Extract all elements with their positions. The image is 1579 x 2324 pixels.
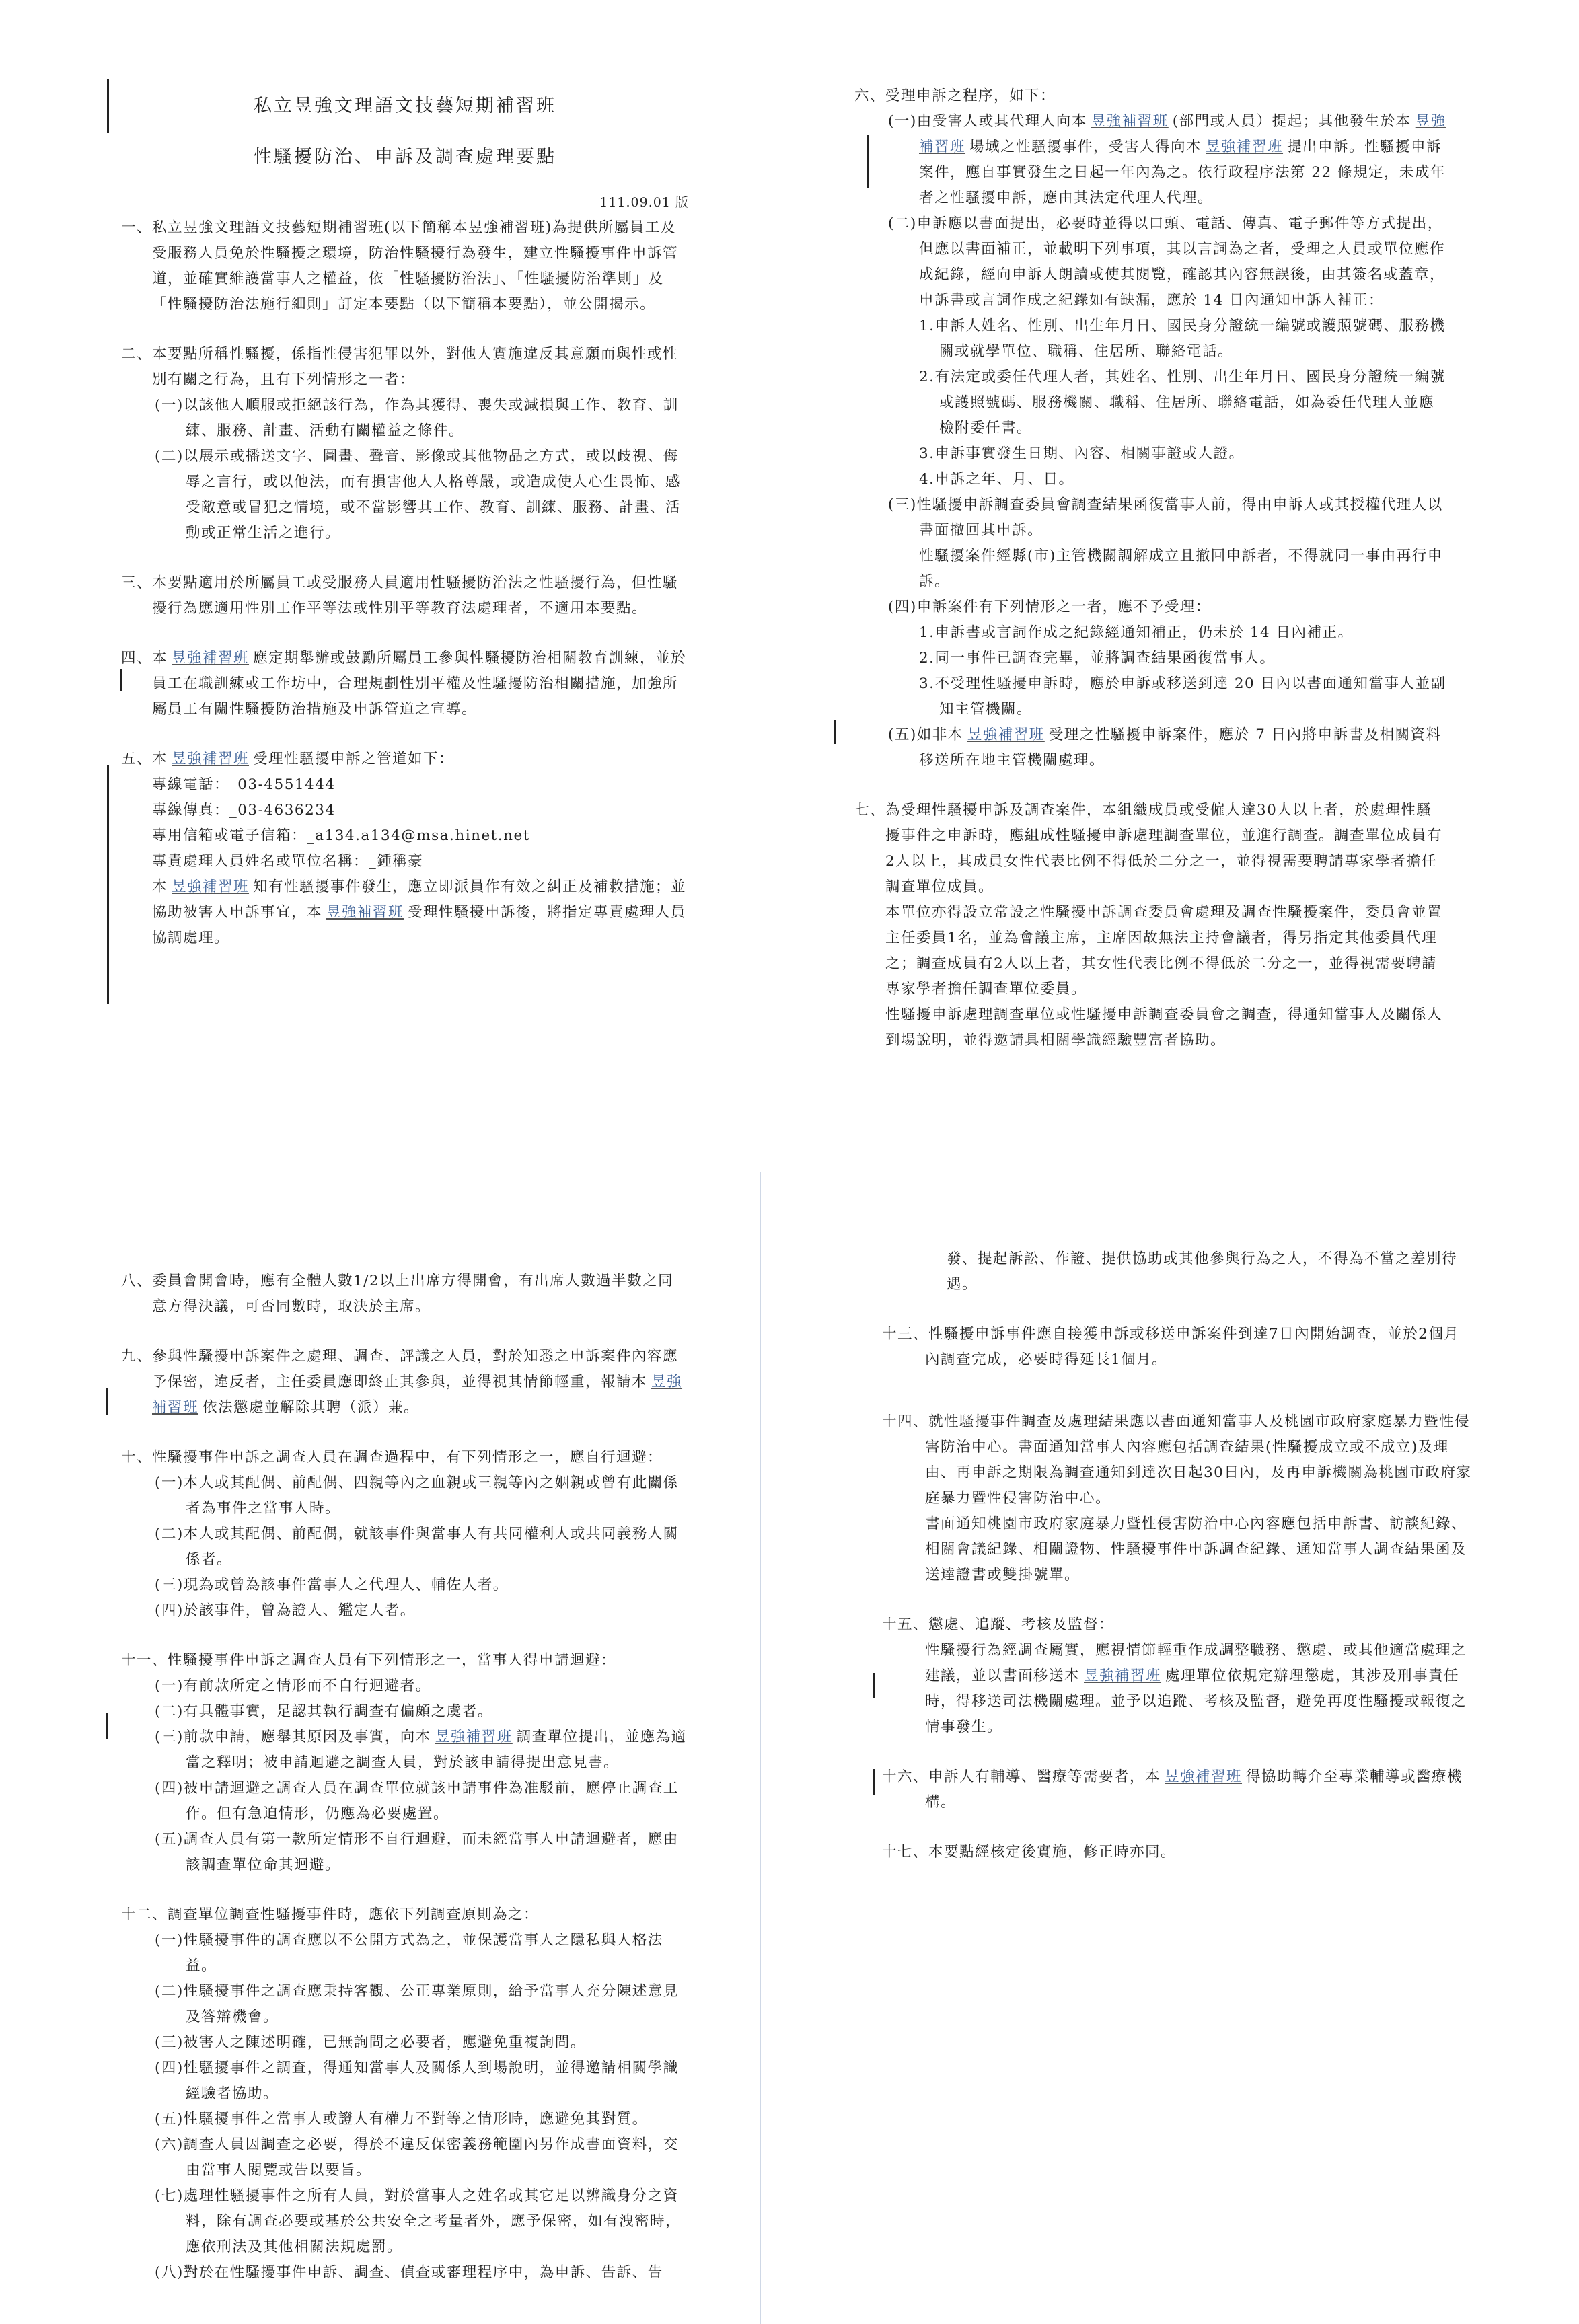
page-3 [101, 1244, 706, 2281]
section-16: 十六、申訴人有輔導、醫療等需要者，本 昱強補習班 得協助轉介至專業輔導或醫療機構。 [882, 1768, 1463, 1811]
section-12-item-8: (八)對於在性騷擾事件申訴、調查、偵查或審理程序中，為申訴、告訴、告 [155, 2264, 663, 2281]
section-13: 十三、性騷擾申訴事件應自接獲申訴或移送申訴案件到達7日內開始調查，並於2個月內調查完成，必要時得延長1個月。 [882, 1326, 1460, 1368]
section-6: 六、受理申訴之程序，如下： [854, 87, 1056, 104]
section-6-item-2: (二)申訴應以書面提出，必要時並得以口頭、電話、傳真、電子郵件等方式提出，但應以書面補正，並載明下列事項，其以言詞為之者，受理之人員或單位應作成紀錄，經向申訴人朗讀或使其閱覽，確認其內容無誤後，由其簽名或蓋章，申訴書或言詞作成之紀錄如有缺漏，應於 14 日內通知申訴人補正： [888, 215, 1446, 309]
school-name: 昱強補習班 [172, 650, 250, 667]
school-name: 昱強補習班 [967, 726, 1045, 743]
section-6-item-3-note: 性騷擾案件經縣(市)主管機關調解成立且撤回申訴者，不得就同一事由再行申訴。 [919, 548, 1443, 590]
section-10-item-1: (一)本人或其配偶、前配偶、四親等內之血親或三親等內之姻親或曾有此關係者為事件之當事人時。 [155, 1474, 679, 1517]
section-6-item-4: (四)申訴案件有下列情形之一者，應不予受理： [888, 599, 1211, 615]
revision-bar [873, 1673, 875, 1698]
section-10-item-3: (三)現為或曾為該事件當事人之代理人、輔佐人者。 [155, 1577, 509, 1594]
section-6-item-2-3: 3.申訴事實發生日期、內容、相關事證或人證。 [919, 445, 1245, 462]
school-name: 昱強補習班 [172, 878, 250, 895]
version-label: 111.09.01 版 [599, 195, 689, 210]
revision-bar [106, 1713, 108, 1739]
section-5-handling: 本 昱強補習班 知有性騷擾事件發生，應立即派員作有效之糾正及補救措施；並協助被害人申訴事宜，本 昱強補習班 受理性騷擾申訴後，將指定專責處理人員協調處理。 [152, 878, 687, 946]
section-3: 三、本要點適用於所屬員工或受服務人員適用性騷擾防治法之性騷擾行為，但性騷擾行為應適用性別工作平等法或性別平等教育法處理者，不適用本要點。 [121, 574, 679, 617]
section-12: 十二、調查單位調查性騷擾事件時，應依下列調查原則為之： [121, 1906, 540, 1923]
section-11: 十一、性騷擾事件申訴之調查人員有下列情形之一，當事人得申請迴避： [121, 1652, 617, 1669]
school-name: 昱強補習班 [435, 1729, 513, 1746]
school-name: 昱強補習班 [172, 751, 250, 767]
section-6-item-2-2: 2.有法定或委任代理人者，其姓名、性別、出生年月日、國民身分證統一編號或護照號碼、服務機關、職稱、住居所、聯絡電話，如為委任代理人並應檢附委任書。 [919, 369, 1446, 437]
section-6-item-4-2: 2.同一事件已調查完畢，並將調查結果函復當事人。 [919, 650, 1276, 667]
page-4-text [882, 1246, 1474, 1865]
section-11-item-1: (一)有前款所定之情形而不自行迴避者。 [155, 1678, 431, 1694]
section-10: 十、性騷擾事件申訴之調查人員在調查過程中，有下列情形之一，應自行迴避： [121, 1449, 663, 1466]
section-2: 二、本要點所稱性騷擾，係指性侵害犯罪以外，對他人實施違反其意願而與性或性別有關之行為，且有下列情形之一者： [121, 346, 679, 388]
revision-bar [106, 1388, 108, 1415]
section-11-item-2: (二)有具體事實，足認其執行調查有偏頗之虞者。 [155, 1703, 493, 1720]
page-1 [101, 67, 706, 1022]
page-2 [828, 67, 1453, 1063]
section-6-item-3: (三)性騷擾申訴調查委員會調查結果函復當事人前，得由申訴人或其授權代理人以書面撤回其申訴。 [888, 496, 1443, 539]
revision-bar [834, 720, 836, 744]
page-2-text [854, 83, 1446, 1053]
section-5: 五、本 昱強補習班 受理性騷擾申訴之管道如下： [121, 751, 455, 767]
section-6-item-4-3: 3.不受理性騷擾申訴時，應於申訴或移送到達 20 日內以書面通知當事人並副知主管機關。 [919, 675, 1446, 718]
section-12-item-8-continued: 發、提起訴訟、作證、提供協助或其他參與行為之人，不得為不當之差別待遇。 [947, 1250, 1458, 1293]
section-10-item-2: (二)本人或其配偶、前配偶，就該事件與當事人有共同權利人或共同義務人關係者。 [155, 1526, 679, 1568]
school-name: 昱強補習班 [1084, 1667, 1162, 1684]
section-11-item-5: (五)調查人員有第一款所定情形不自行迴避，而未經當事人申請迴避者，應由該調查單位命其迴避。 [155, 1831, 679, 1873]
section-2-item-1: (一)以該他人順服或拒絕該行為，作為其獲得、喪失或減損與工作、教育、訓練、服務、計畫、活動有關權益之條件。 [155, 397, 679, 439]
section-8: 八、委員會開會時，應有全體人數1/2以上出席方得開會，有出席人數過半數之同意方得決議，可否同數時，取決於主席。 [121, 1273, 674, 1315]
document-title: 性騷擾防治、申訴及調查處理要點 [254, 147, 556, 167]
section-15: 十五、懲處、追蹤、考核及監督： [882, 1616, 1115, 1633]
section-12-item-4: (四)性騷擾事件之調查，得通知當事人及關係人到場說明，並得邀請相關學識經驗者協助。 [155, 2060, 679, 2102]
page-3-text [121, 1269, 689, 2286]
officer-line: 專責處理人員姓名或單位名稱：_鍾稱豪 [152, 853, 424, 870]
page-1-text [121, 93, 689, 951]
section-2-item-2: (二)以展示或播送文字、圖畫、聲音、影像或其他物品之方式，或以歧視、侮辱之言行，或以他法，而有損害他人人格尊嚴，或造成使人心生畏怖、感受敵意或冒犯之情境，或不當影響其工作、教育、訓練、服務、計畫、活動或正常生活之進行。 [155, 448, 682, 541]
section-11-item-3: (三)前款申請，應舉其原因及事實，向本 昱強補習班 調查單位提出，並應為適當之釋明；被申請迴避之調查人員，對於該申請得提出意見書。 [155, 1729, 687, 1771]
section-7: 七、為受理性騷擾申訴及調查案件，本組織成員或受僱人達30人以上者，於處理性騷擾事件之申訴時，應組成性騷擾申訴處理調查單位，並進行調查。調查單位成員有2人以上，其成員女性代表比例不得低於二分之一，並得視需要聘請專家學者擔任調查單位成員。 [854, 802, 1443, 895]
section-6-item-2-1: 1.申訴人姓名、性別、出生年月日、國民身分證統一編號或護照號碼、服務機關或就學單位、職稱、住居所、聯絡電話。 [919, 317, 1446, 360]
section-6-item-5: (五)如非本 昱強補習班 受理之性騷擾申訴案件，應於 7 日內將申訴書及相關資料移送所在地主管機關處理。 [888, 726, 1442, 769]
institution-title: 私立昱強文理語文技藝短期補習班 [254, 96, 556, 116]
school-name: 昱強補習班 [326, 904, 404, 921]
school-name: 昱強補習班 [1206, 139, 1284, 155]
section-7-committee: 本單位亦得設立常設之性騷擾申訴調查委員會處理及調查性騷擾案件，委員會並置主任委員1名，並為會議主席，主席因故無法主持會議者，得另指定其他委員代理之；調查成員有2人以上者，其女性代表比例不得低於二分之一，並得視需要聘請專家學者擔任調查單位委員。 [885, 904, 1443, 998]
email-line: 專用信箱或電子信箱：_a134.a134@msa.hinet.net [152, 827, 530, 844]
section-6-item-1: (一)由受害人或其代理人向本 昱強補習班 (部門或人員）提起；其他發生於本 昱強補習班 場域之性騷擾事件，受害人得向本 昱強補習班 提出申訴。性騷擾申訴案件，應自事實發生之日起一年內為之。依行政程序法第 22 條規定，未成年者之性騷擾申訴，應由其法定代理人代理。 [888, 113, 1446, 207]
section-6-item-4-1: 1.申訴書或言詞作成之紀錄經通知補正，仍未於 14 日內補正。 [919, 624, 1354, 641]
page-4 [760, 1172, 1579, 2324]
section-12-item-6: (六)調查人員因調查之必要，得於不違反保密義務範圍內另作成書面資料，交由當事人閱覽或告以要旨。 [155, 2136, 679, 2179]
revision-bar [107, 765, 109, 1004]
section-14-notice: 書面通知桃園市政府家庭暴力暨性侵害防治中心內容應包括申訴書、訪談紀錄、相關會議紀錄、相關證物、性騷擾事件申訴調查紀錄、通知當事人調查結果函及送達證書或雙掛號單。 [925, 1515, 1467, 1583]
section-11-item-4: (四)被申請迴避之調查人員在調查單位就該申請事件為准駁前，應停止調查工作。但有急迫情形，仍應為必要處置。 [155, 1780, 679, 1822]
revision-bar [107, 79, 109, 133]
section-6-item-2-4: 4.申訴之年、月、日。 [919, 471, 1074, 488]
section-12-item-7: (七)處理性騷擾事件之所有人員，對於當事人之姓名或其它足以辨識身分之資料，除有調查必要或基於公共安全之考量者外，應予保密，如有洩密時，應依刑法及其他相關法規處罰。 [155, 2187, 682, 2255]
school-name: 昱強補習班 [152, 1374, 683, 1416]
fax-line: 專線傳真：_03-4636234 [152, 802, 336, 819]
section-12-item-1: (一)性騷擾事件的調查應以不公開方式為之，並保護當事人之隱私與人格法益。 [155, 1932, 663, 1974]
section-4: 四、本 昱強補習班 應定期舉辦或鼓勵所屬員工參與性騷擾防治相關教育訓練，並於員工在職訓練或工作坊中，合理規劃性別平權及性騷擾防治相關措施，加強所屬員工有關性騷擾防治措施及申訴管道之宣導。 [121, 650, 687, 718]
section-14: 十四、就性騷擾事件調查及處理結果應以書面通知當事人及桃園市政府家庭暴力暨性侵害防治中心。書面通知當事人內容應包括調查結果(性騷擾成立或不成立)及理由、再申訴之期限為調查通知到達次日起30日內，及再申訴機關為桃園市政府家庭暴力暨性侵害防治中心。 [882, 1413, 1472, 1507]
section-10-item-4: (四)於該事件，曾為證人、鑑定人者。 [155, 1602, 416, 1619]
revision-bar [873, 1769, 875, 1795]
section-9: 九、參與性騷擾申訴案件之處理、調查、評議之人員，對於知悉之申訴案件內容應予保密，違反者，主任委員應即終止其參與，並得視其情節輕重，報請本 昱強補習班 依法懲處並解除其聘（派）兼。 [121, 1348, 683, 1416]
section-1: 一、私立昱強文理語文技藝短期補習班(以下簡稱本昱強補習班)為提供所屬員工及受服務人員免於性騷擾之環境，防治性騷擾行為發生，建立性騷擾事件申訴管道，並確實維護當事人之權益，依「性騷擾防治法」、「性騷擾防治準則」及「性騷擾防治法施行細則」訂定本要點（以下簡稱本要點），並公開揭示。 [121, 219, 679, 313]
school-name: 昱強補習班 [1091, 113, 1169, 130]
section-12-item-3: (三)被害人之陳述明確，已無詢問之必要者，應避免重複詢問。 [155, 2034, 586, 2051]
school-name: 昱強補習班 [919, 113, 1446, 155]
section-12-item-5: (五)性騷擾事件之當事人或證人有權力不對等之情形時，應避免其對質。 [155, 2111, 648, 2128]
section-17: 十七、本要點經核定後實施，修正時亦同。 [882, 1844, 1177, 1861]
section-12-item-2: (二)性騷擾事件之調查應秉持客觀、公正專業原則，給予當事人充分陳述意見及答辯機會。 [155, 1983, 679, 2025]
school-name: 昱強補習班 [1165, 1768, 1243, 1785]
section-15-body: 性騷擾行為經調查屬實，應視情節輕重作成調整職務、懲處、或其他適當處理之建議，並以書面移送本 昱強補習班 處理單位依規定辦理懲處，其涉及刑事責任時，得移送司法機關處理。並予以追蹤、考核及監督，避免再度性騷擾或報復之情事發生。 [925, 1642, 1467, 1735]
phone-line: 專線電話：_03-4551444 [152, 776, 336, 793]
section-7-investigation: 性騷擾申訴處理調查單位或性騷擾申訴調查委員會之調查，得通知當事人及關係人到場說明，並得邀請具相關學識經驗豐富者協助。 [885, 1006, 1443, 1049]
